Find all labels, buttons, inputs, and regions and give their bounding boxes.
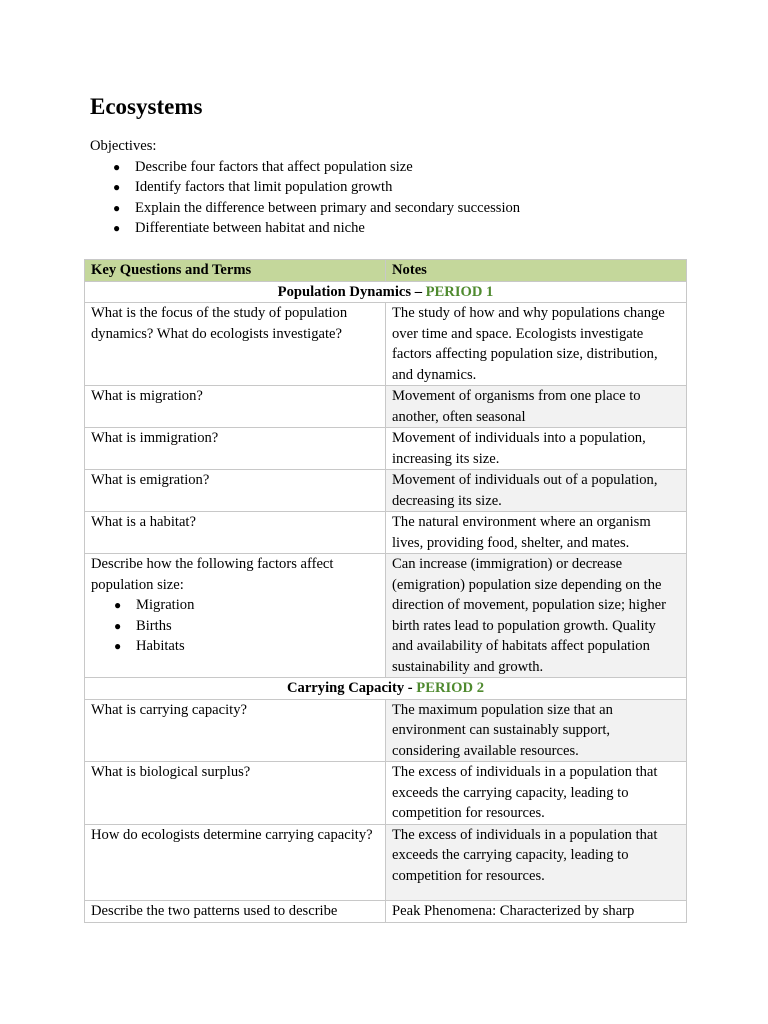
bullet-icon: ● [113, 180, 121, 194]
table-row [85, 699, 687, 762]
bullet-icon: ● [114, 639, 122, 653]
bullet-icon: ● [114, 618, 122, 633]
notes-cell: The study of how and why populations change over time and space. Ecologists investigate factors affecting population size, distribution, and dynamics. [386, 303, 687, 386]
page-title: Ecosystems [90, 94, 203, 119]
objectives-block [90, 136, 690, 239]
section-title: Carrying Capacity - PERIOD 2 [85, 678, 687, 700]
list-item: ● Births [91, 616, 379, 637]
table-row [85, 470, 687, 512]
table-row [85, 901, 687, 923]
notes-table [84, 259, 687, 923]
notes-cell: Can increase (immigration) or decrease (emigration) population size depending on the direction of movement, population size; higher birth rates lead to population growth. Quality and availability of habitats affect population sustainability and growth. [386, 554, 687, 678]
bullet-icon: ● [113, 221, 121, 235]
question-cell: What is the focus of the study of population dynamics? What do ecologists investigate? [85, 303, 386, 386]
notes-cell: Movement of individuals out of a population, decreasing its size. [386, 470, 687, 512]
notes-cell: Movement of individuals into a population, increasing its size. [386, 428, 687, 470]
notes-cell: Movement of organisms from one place to another, often seasonal [386, 386, 687, 428]
objectives-label: Objectives: [90, 138, 157, 154]
notes-cell: The maximum population size that an environment can sustainably support, considering available resources. [386, 699, 687, 762]
table-row [85, 512, 687, 554]
table-row [85, 303, 687, 386]
factor-list [91, 595, 379, 657]
question-cell: What is biological surplus? [85, 762, 386, 825]
objectives-list [90, 157, 690, 239]
bullet-icon: ● [113, 159, 121, 174]
table-row [85, 824, 687, 901]
table-row [85, 762, 687, 825]
notes-cell: The excess of individuals in a population that exceeds the carrying capacity, leading to competition for resources. [386, 762, 687, 825]
bullet-icon: ● [114, 598, 122, 612]
section-row [85, 678, 687, 700]
list-item: ● Habitats [91, 636, 379, 657]
header-notes: Notes [386, 260, 687, 282]
list-item: ● Describe four factors that affect population size [90, 157, 690, 178]
section-row [85, 281, 687, 303]
question-cell: What is immigration? [85, 428, 386, 470]
question-cell: How do ecologists determine carrying capacity? [85, 824, 386, 901]
list-item: ● Identify factors that limit population growth [90, 177, 690, 198]
list-item: ● Explain the difference between primary and secondary succession [90, 198, 690, 219]
period-label: PERIOD 1 [425, 283, 494, 300]
notes-cell: The natural environment where an organism lives, providing food, shelter, and mates. [386, 512, 687, 554]
question-cell: What is carrying capacity? [85, 699, 386, 762]
table-row [85, 428, 687, 470]
question-cell: What is emigration? [85, 470, 386, 512]
notes-cell: Peak Phenomena: Characterized by sharp [386, 901, 687, 923]
header-key-questions: Key Questions and Terms [85, 260, 386, 282]
table-row [85, 554, 687, 678]
table-row [85, 386, 687, 428]
bullet-icon: ● [113, 200, 121, 215]
section-title: Population Dynamics – PERIOD 1 [85, 281, 687, 303]
list-item: ● Migration [91, 595, 379, 616]
list-item: ● Differentiate between habitat and niche [90, 218, 690, 239]
question-cell: Describe how the following factors affect population size: ● Migration ● Births ● Habitats [85, 554, 386, 678]
question-cell: What is migration? [85, 386, 386, 428]
period-label: PERIOD 2 [416, 680, 484, 696]
notes-cell: The excess of individuals in a population that exceeds the carrying capacity, leading to competition for resources. [386, 824, 687, 901]
question-cell: What is a habitat? [85, 512, 386, 554]
table-header-row [85, 260, 687, 282]
question-cell: Describe the two patterns used to describe [85, 901, 386, 923]
